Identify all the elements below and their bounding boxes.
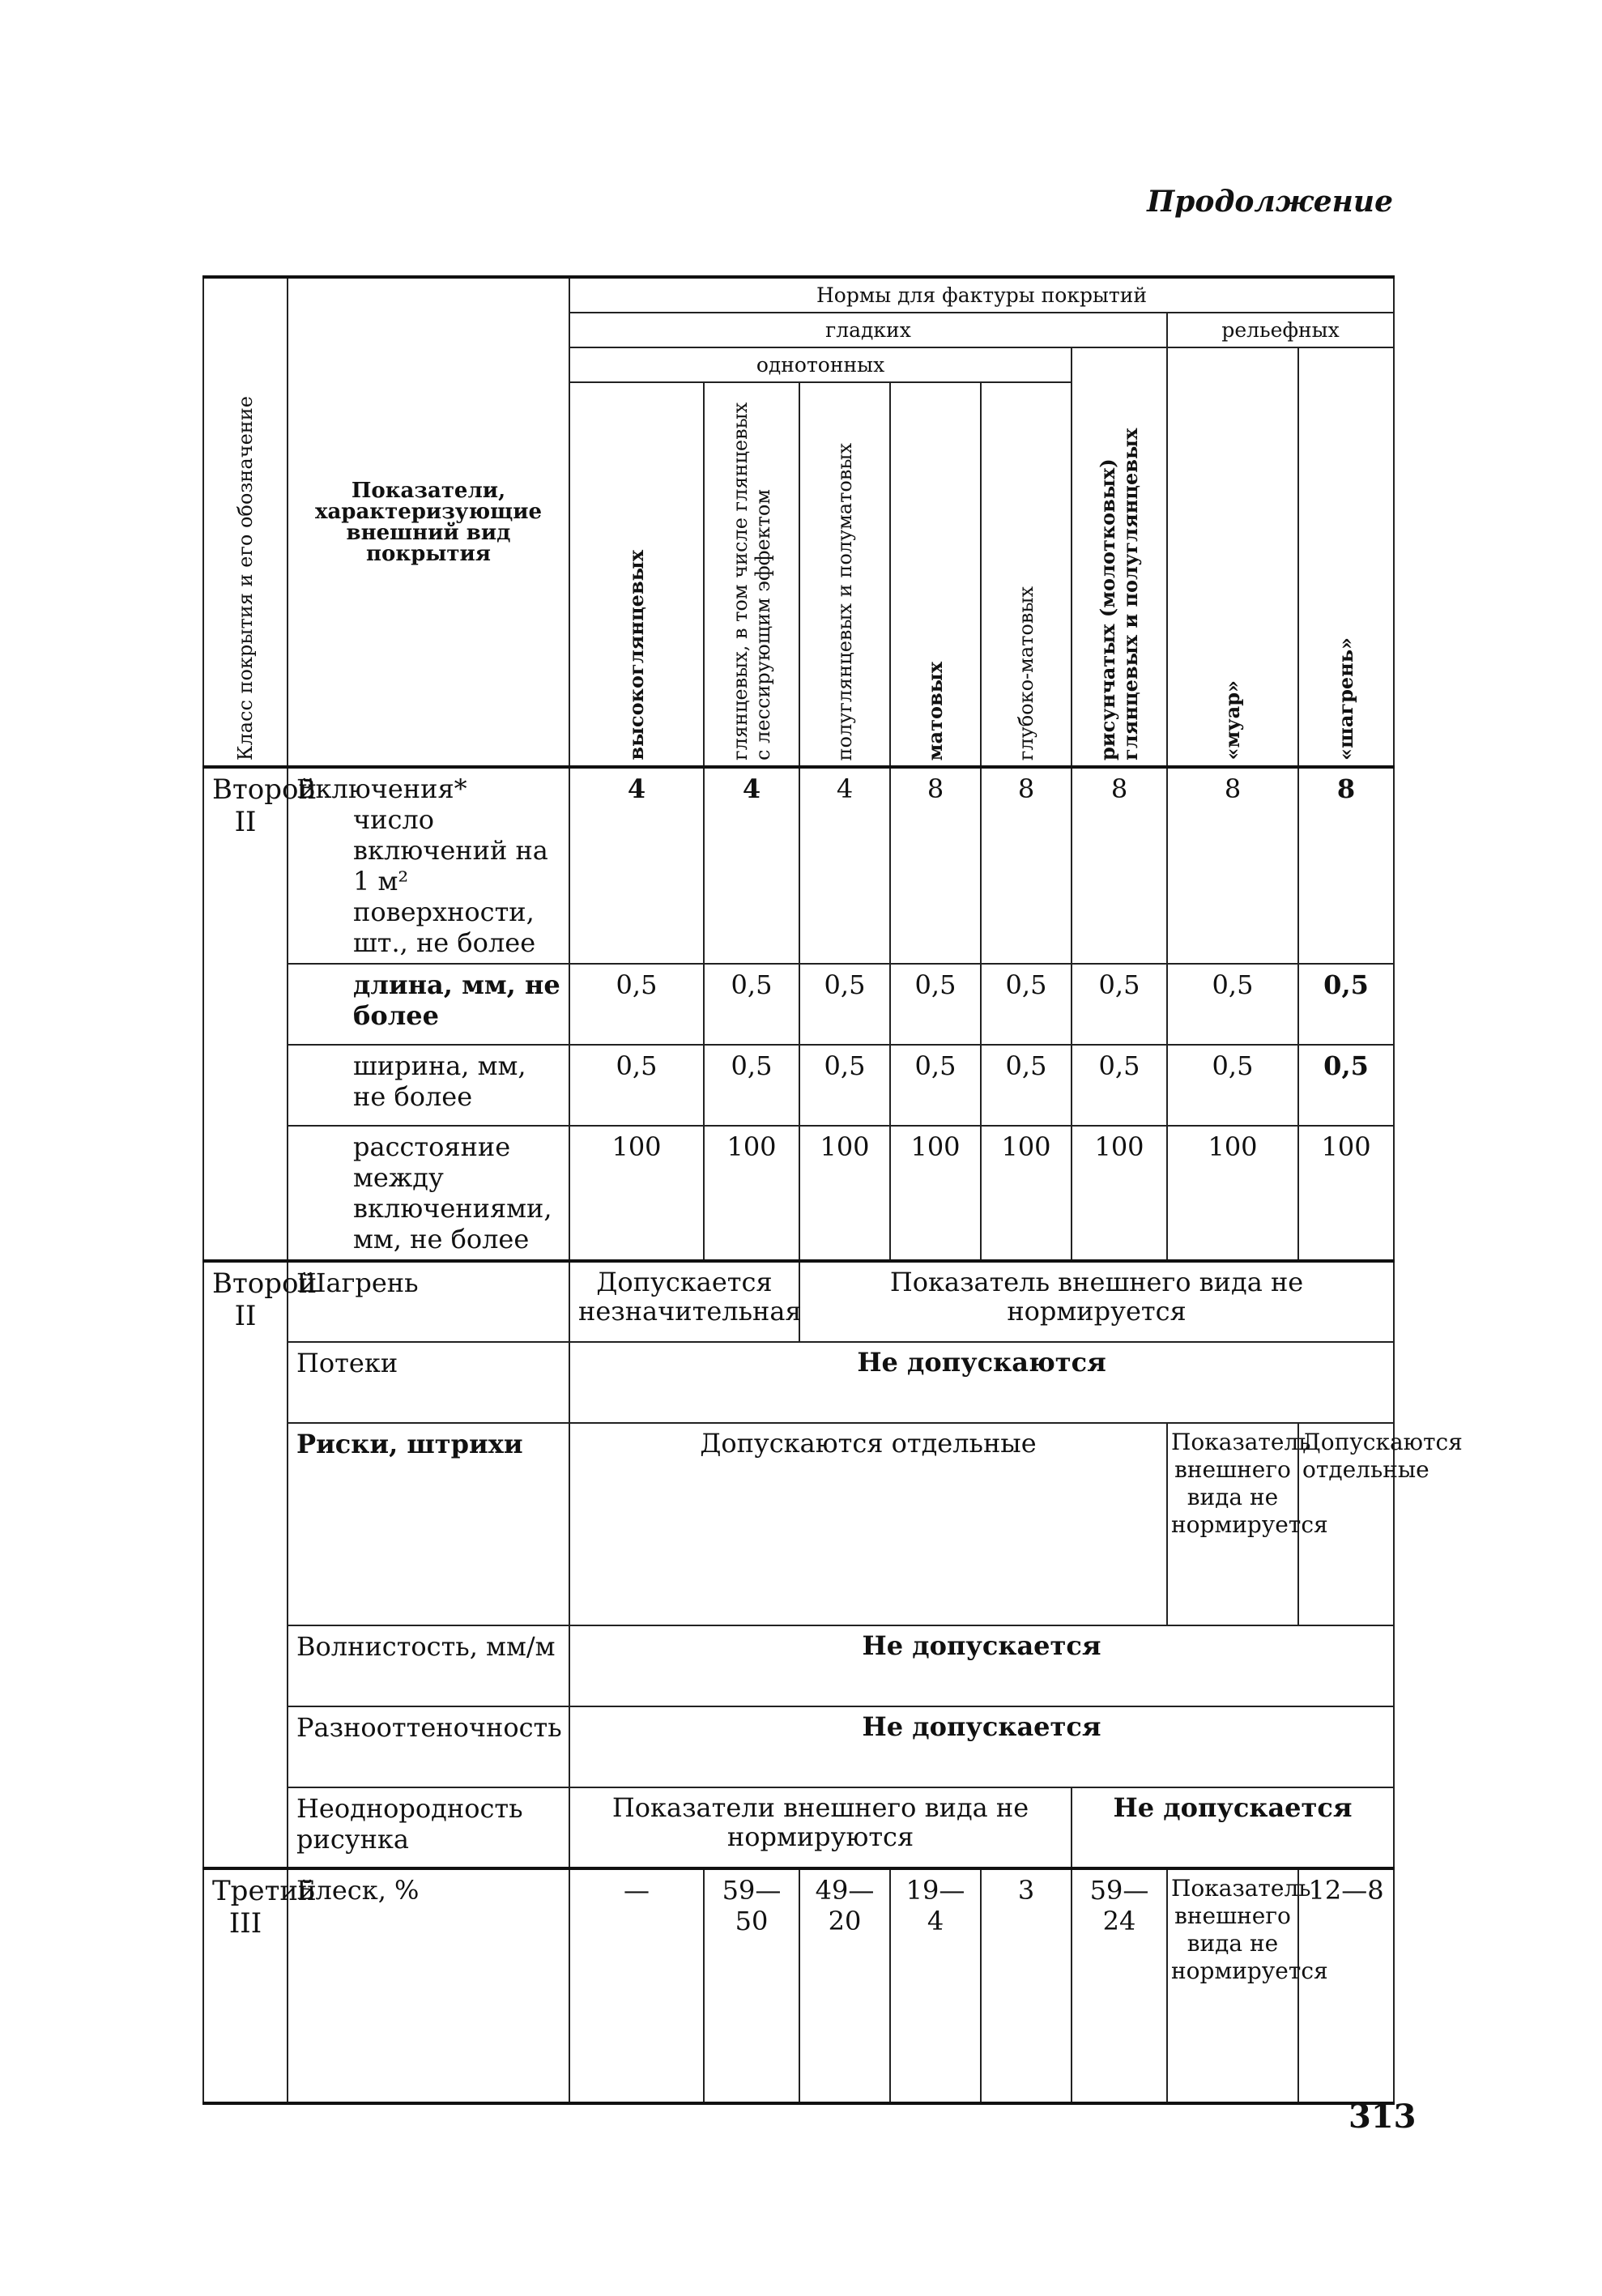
gloss-moire: Показатель внешнего вида не нормируется (1167, 1868, 1298, 2103)
count-value: 4 (799, 767, 890, 964)
length-value: 0,5 (1298, 964, 1394, 1045)
gloss-value: 59—50 (704, 1868, 799, 2103)
inclusions-length-label: длина, мм, не более (288, 964, 569, 1045)
header-col-5 (981, 382, 1072, 767)
row-gloss (203, 1868, 1394, 2103)
header-param-cell (288, 277, 569, 767)
header-col-2 (704, 382, 799, 767)
page-number: 313 (1348, 2098, 1417, 2136)
shade-value: Не допускается (569, 1706, 1394, 1787)
header-col-6-text: рисунчатых (молотковых) глянцевых и полуглянцевых (1096, 428, 1142, 760)
shagren-label: Шагрень (288, 1261, 569, 1342)
risks-allowed: Допускаются отдельные (569, 1423, 1167, 1625)
row-inclusions-distance (203, 1126, 1394, 1261)
distance-value: 100 (569, 1126, 704, 1261)
header-col-3-text: полуглянцевых и полуматовых (833, 442, 856, 760)
header-col-3 (799, 382, 890, 767)
row-risks (203, 1423, 1394, 1625)
inclusions-count-label (288, 767, 569, 964)
count-value: 8 (890, 767, 981, 964)
class-cell-third: Третий III (203, 1868, 288, 2103)
width-value: 0,5 (704, 1045, 799, 1126)
inclusions-width-label: ширина, мм, не более (288, 1045, 569, 1126)
row-inclusions-length (203, 964, 1394, 1045)
class-cell-second-a: Второй II (203, 767, 288, 1261)
count-value: 4 (569, 767, 704, 964)
row-runs (203, 1342, 1394, 1423)
gloss-value: 19—4 (890, 1868, 981, 2103)
header-class-cell (203, 277, 288, 767)
gloss-value: — (569, 1868, 704, 2103)
header-col-2-text: глянцевых, в том числе глянцевых с лессирующим эффектом (729, 402, 774, 760)
header-col-1-text: высокоглянцевых (624, 550, 648, 760)
length-value: 0,5 (890, 964, 981, 1045)
length-value: 0,5 (799, 964, 890, 1045)
distance-value: 100 (799, 1126, 890, 1261)
shagren-not-normed: Показатель внешнего вида не нормируется (799, 1261, 1394, 1342)
header-relief: рельефных (1167, 313, 1394, 347)
gloss-value: 49—20 (799, 1868, 890, 2103)
width-value: 0,5 (890, 1045, 981, 1126)
gloss-label: Блеск, % (288, 1868, 569, 2103)
continuation-label: Продолжение (1147, 185, 1393, 219)
width-value: 0,5 (981, 1045, 1072, 1126)
header-col-8 (1298, 347, 1394, 767)
inclusions-distance-label: расстояние между включениями, мм, не более (288, 1126, 569, 1261)
inclusions-count-text: число включений на 1 м² поверхности, шт., не более (353, 804, 548, 958)
distance-value: 100 (1072, 1126, 1167, 1261)
distance-value: 100 (704, 1126, 799, 1261)
header-col-1 (569, 382, 704, 767)
width-value: 0,5 (799, 1045, 890, 1126)
header-smooth: гладких (569, 313, 1167, 347)
gloss-value: 3 (981, 1868, 1072, 2103)
class-cell-second-b: Второй II (203, 1261, 288, 1868)
pattern-not-normed: Показатели внешнего вида не нормируются (569, 1787, 1072, 1868)
waviness-value: Не допускается (569, 1625, 1394, 1706)
count-value: 8 (1072, 767, 1167, 964)
header-col-6 (1072, 347, 1167, 767)
header-norms: Нормы для фактуры покрытий (569, 277, 1394, 313)
pattern-label: Неоднородность рисунка (288, 1787, 569, 1868)
length-value: 0,5 (1167, 964, 1298, 1045)
gloss-value: 59—24 (1072, 1868, 1167, 2103)
row-shade (203, 1706, 1394, 1787)
length-value: 0,5 (704, 964, 799, 1045)
header-class-text: Класс покрытия и его обозначение (234, 395, 257, 760)
count-value: 8 (981, 767, 1072, 964)
row-inclusions-width (203, 1045, 1394, 1126)
row-pattern (203, 1787, 1394, 1868)
width-value: 0,5 (569, 1045, 704, 1126)
shade-label: Разнооттеночность (288, 1706, 569, 1787)
header-monochrome: однотонных (569, 347, 1072, 382)
length-value: 0,5 (981, 964, 1072, 1045)
row-waviness (203, 1625, 1394, 1706)
risks-shagren: Допускаются отдельные (1298, 1423, 1394, 1625)
distance-value: 100 (981, 1126, 1072, 1261)
risks-moire: Показатель внешнего вида не нормируется (1167, 1423, 1298, 1625)
header-col-7-text: «муар» (1221, 680, 1244, 760)
header-param-text: Показатели, характеризующие внешний вид покрытия (314, 478, 543, 566)
width-value: 0,5 (1298, 1045, 1394, 1126)
header-col-8-text: «шагрень» (1334, 637, 1358, 760)
width-value: 0,5 (1167, 1045, 1298, 1126)
waviness-label: Волнистость, мм/м (288, 1625, 569, 1706)
header-col-4-text: матовых (923, 661, 947, 760)
header-col-7 (1167, 347, 1298, 767)
header-row-1 (203, 277, 1394, 313)
distance-value: 100 (890, 1126, 981, 1261)
risks-label: Риски, штрихи (288, 1423, 569, 1625)
row-inclusions-count (203, 767, 1394, 964)
shagren-allowed: Допускается незначительная (569, 1261, 799, 1342)
length-value: 0,5 (569, 964, 704, 1045)
row-shagren (203, 1261, 1394, 1342)
runs-label: Потеки (288, 1342, 569, 1423)
distance-value: 100 (1298, 1126, 1394, 1261)
runs-value: Не допускаются (569, 1342, 1394, 1423)
length-value: 0,5 (1072, 964, 1167, 1045)
width-value: 0,5 (1072, 1045, 1167, 1126)
count-value: 4 (704, 767, 799, 964)
distance-value: 100 (1167, 1126, 1298, 1261)
inclusions-title: Включения* (296, 773, 467, 804)
count-value: 8 (1298, 767, 1394, 964)
count-value: 8 (1167, 767, 1298, 964)
pattern-not-allowed: Не допускается (1072, 1787, 1394, 1868)
coating-norms-table (202, 275, 1463, 2105)
header-col-4 (890, 382, 981, 767)
gloss-shagren: 12—8 (1298, 1868, 1394, 2103)
header-col-5-text: глубоко-матовых (1015, 586, 1037, 760)
